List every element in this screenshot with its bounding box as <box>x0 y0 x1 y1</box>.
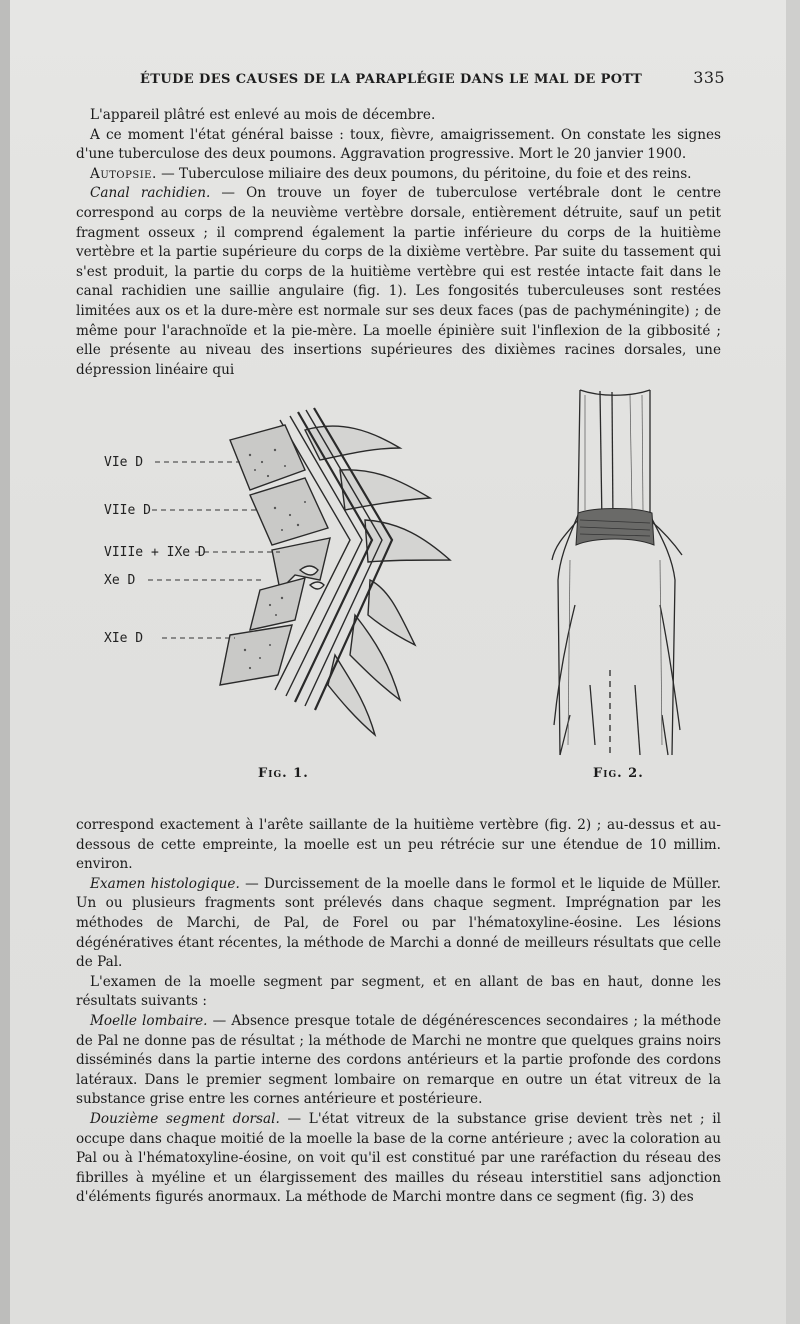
paragraph-body: — Durcissement de la moelle dans le formol et le liquide de Müller. Un ou plusieurs fragments sont prélevés dans chaque segment. Imprégnation par les méthodes de Marchi, de Pal, de Forel ou par l'hématoxyline-éosine. Les lésions dégénératives étant récentes, la méthode de Marchi a donné de meilleurs résultats que celle de Pal. <box>76 875 721 971</box>
figure-1-label: VIIe D <box>104 503 151 518</box>
figure-1-caption: Fig. 1. <box>258 766 309 781</box>
paragraph: A ce moment l'état général baisse : toux, fièvre, amaigrissement. On constate les signes d'une tuberculose des deux poumons. Aggravation progressive. Mort le 20 janvier 1900. <box>76 126 721 163</box>
text-block-bottom <box>76 816 721 1208</box>
paragraph <box>76 184 721 380</box>
figure-1-label: VIIIe + IXe D <box>104 545 206 560</box>
paragraph <box>76 165 721 185</box>
figure-2-spinal-cord-drawing <box>550 385 690 760</box>
paragraph: correspond exactement à l'arête saillante de la huitième vertèbre (fig. 2) ; au-dessus et au-dessous de cette empreinte, la moelle est un peu rétrécie sur une étendue de 10 millim. environ. <box>76 817 721 873</box>
figure-1-spine-drawing <box>100 400 470 760</box>
paragraph-body: — On trouve un foyer de tuberculose vertébrale dont le centre correspond au corps de la neuvième vertèbre dorsale, entièrement détruite, sauf un petit fragment osseux ; il comprend également la partie inférieure du corps de la huitième vertèbre et la partie supérieure du corps de la dixième vertèbre. Par suite du tassement qui s'est produit, la partie du corps de la huitième vertèbre qui est restée intacte fait dans le canal rachidien une saillie angulaire (fig. 1). Les fongosités tuberculeuses sont restées limitées aux os et la dure-mère est normale sur ses deux faces (pas de pachyméningite) ; de même pour l'arachnoïde et la pie-mère. La moelle épinière suit l'inflexion de la gibbosité ; elle présente au niveau des insertions supérieures des dixièmes racines dorsales, une dépression linéaire qui <box>76 185 721 378</box>
text-block-top <box>76 106 721 380</box>
page-number: 335 <box>693 68 725 87</box>
running-title: ÉTUDE DES CAUSES DE LA PARAPLÉGIE DANS LE MAL DE POTT <box>140 72 643 87</box>
figure-1-label: Xe D <box>104 573 136 588</box>
section-lead: Moelle lombaire. <box>90 1012 208 1029</box>
figure-1-label: VIe D <box>104 455 144 470</box>
paragraph-body: — L'état vitreux de la substance grise devient très net ; il occupe dans chaque moitié de la moelle la base de la corne antérieure ; avec la coloration au Pal ou à l'hématoxyline-éosine, on voit qu'il est constitué par une raréfaction du réseau des fibrilles à myéline et un élargissement des mailles du réseau interstitiel sans adjonction d'éléments figurés anormaux. La méthode de Marchi montre dans ce segment (fig. 3) des <box>76 1110 722 1206</box>
paragraph <box>76 1110 721 1208</box>
paragraph-body: — Tuberculose miliaire des deux poumons, du péritoine, du foie et des reins. <box>156 165 692 182</box>
section-lead: Douzième segment dorsal. <box>90 1110 280 1127</box>
paragraph <box>76 875 721 973</box>
figure-2-caption: Fig. 2. <box>593 766 644 781</box>
left-margin-shadow <box>0 0 10 1324</box>
paragraph: L'appareil plâtré est enlevé au mois de décembre. <box>90 107 436 123</box>
running-header <box>140 68 725 92</box>
section-lead: Canal rachidien. <box>90 185 211 202</box>
section-lead: Examen histologique. <box>90 875 240 892</box>
figure-1-label: XIe D <box>104 631 144 646</box>
section-lead: Autopsie. <box>90 165 157 182</box>
paragraph <box>76 1012 721 1110</box>
right-margin-shadow <box>786 0 800 1324</box>
paragraph: L'examen de la moelle segment par segment, et en allant de bas en haut, donne les résultats suivants : <box>76 973 721 1010</box>
paragraph-body: — Absence presque totale de dégénérescences secondaires ; la méthode de Pal ne donne pas de résultat ; la méthode de Marchi ne montre que quelques grains noirs disséminés dans la partie interne des cordons antérieurs et la partie profonde des cordons latéraux. Dans le premier segment lombaire on remarque en outre un état vitreux de la substance grise entre les cornes antérieure et postérieure. <box>76 1012 721 1108</box>
